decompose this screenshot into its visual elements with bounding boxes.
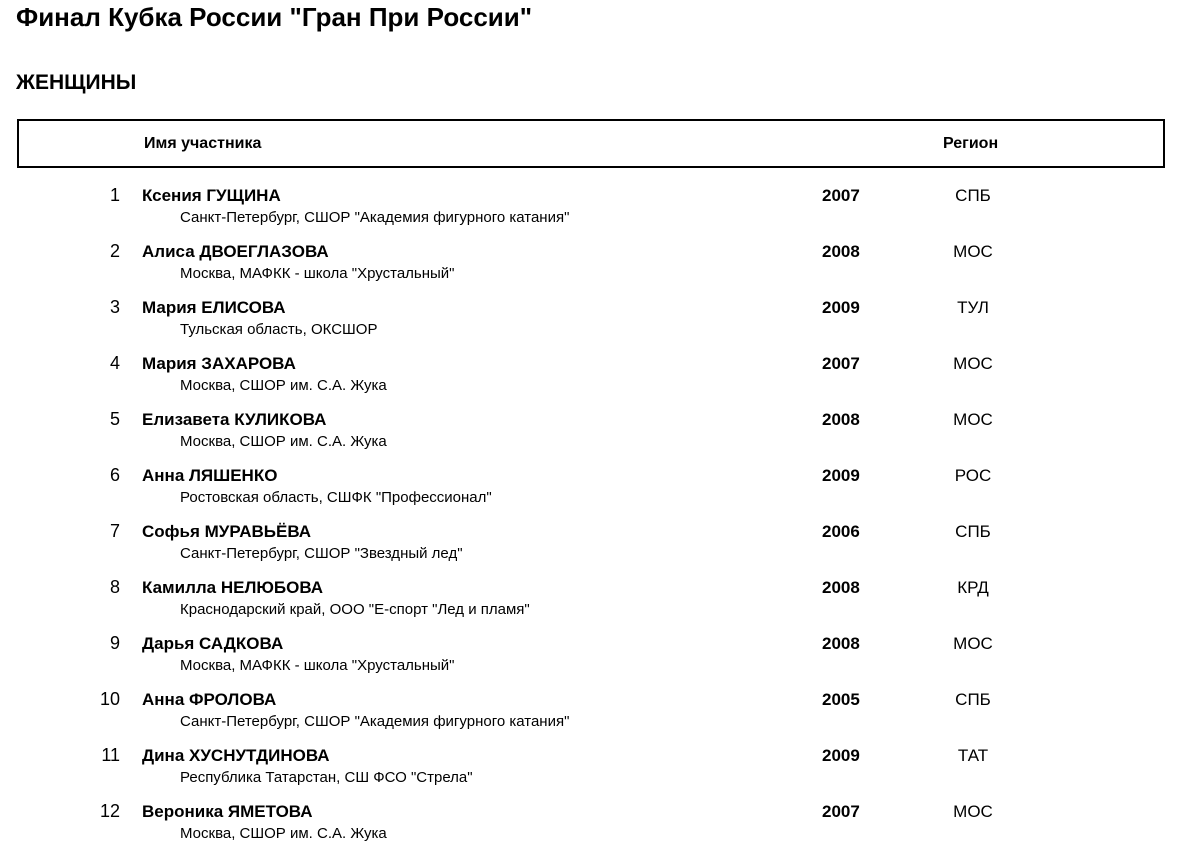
table-row: [0, 350, 1181, 406]
table-row: [0, 798, 1181, 854]
birth-year: 2006: [822, 522, 860, 541]
table-row: [0, 630, 1181, 686]
table-row: [0, 238, 1181, 294]
birth-year: 2009: [822, 298, 860, 317]
region-code: МОС: [953, 802, 993, 821]
athlete-club: Москва, СШОР им. С.А. Жука: [180, 433, 387, 450]
athlete-name: Анна ЛЯШЕНКО: [142, 466, 278, 485]
region-code: КРД: [957, 578, 989, 597]
rank: 6: [109, 465, 120, 485]
athlete-name: Ксения ГУЩИНА: [142, 186, 281, 205]
birth-year: 2007: [822, 802, 860, 821]
table-row: [0, 406, 1181, 462]
athlete-club: Москва, МАФКК - школа "Хрустальный": [180, 265, 455, 282]
rank: 8: [109, 577, 120, 597]
athlete-name: Камилла НЕЛЮБОВА: [142, 578, 324, 597]
birth-year: 2005: [822, 690, 860, 709]
column-header-name: Имя участника: [144, 135, 262, 152]
table-row: [0, 574, 1181, 630]
athlete-name: Елизавета КУЛИКОВА: [142, 410, 327, 429]
birth-year: 2008: [822, 634, 860, 653]
region-code: МОС: [953, 410, 993, 429]
athlete-name: Вероника ЯМЕТОВА: [142, 802, 313, 821]
table-row: [0, 686, 1181, 742]
birth-year: 2009: [822, 466, 860, 485]
rank: 7: [109, 521, 120, 541]
birth-year: 2007: [822, 186, 860, 205]
athlete-name: Алиса ДВОЕГЛАЗОВА: [142, 242, 329, 261]
region-code: МОС: [953, 634, 993, 653]
category-heading: ЖЕНЩИНЫ: [16, 71, 137, 94]
athlete-club: Тульская область, ОКСШОР: [180, 321, 378, 338]
athlete-name: Мария ЕЛИСОВА: [142, 298, 286, 317]
rank: 11: [101, 745, 120, 765]
table-row: [0, 742, 1181, 798]
athlete-name: Мария ЗАХАРОВА: [142, 354, 296, 373]
athlete-name: Софья МУРАВЬЁВА: [142, 522, 312, 541]
region-code: СПБ: [955, 186, 991, 205]
birth-year: 2008: [822, 242, 860, 261]
rank: 2: [109, 241, 120, 261]
page-title: Финал Кубка России "Гран При России": [16, 2, 533, 32]
rank: 1: [109, 185, 120, 205]
column-header-region: Регион: [943, 135, 999, 152]
region-code: СПБ: [955, 690, 991, 709]
rank: 9: [109, 633, 120, 653]
region-code: РОС: [954, 466, 992, 485]
athlete-club: Санкт-Петербург, СШОР "Академия фигурного катания": [180, 713, 570, 730]
rank: 3: [109, 297, 120, 317]
rank: 12: [99, 801, 120, 821]
table-row: [0, 518, 1181, 574]
table-row: [0, 182, 1181, 238]
athlete-club: Республика Татарстан, СШ ФСО "Стрела": [180, 769, 473, 786]
region-code: МОС: [953, 354, 993, 373]
birth-year: 2008: [822, 578, 860, 597]
table-row: [0, 294, 1181, 350]
region-code: СПБ: [955, 522, 991, 541]
athlete-list: [0, 182, 1181, 854]
athlete-club: Москва, СШОР им. С.А. Жука: [180, 825, 387, 842]
birth-year: 2007: [822, 354, 860, 373]
rank: 4: [109, 353, 120, 373]
table-row: [0, 462, 1181, 518]
athlete-club: Москва, СШОР им. С.А. Жука: [180, 377, 387, 394]
birth-year: 2009: [822, 746, 860, 765]
region-code: ТУЛ: [957, 298, 989, 317]
athlete-name: Дарья САДКОВА: [142, 634, 284, 653]
athlete-club: Москва, МАФКК - школа "Хрустальный": [180, 657, 455, 674]
rank: 10: [99, 689, 120, 709]
athlete-club: Санкт-Петербург, СШОР "Звездный лед": [180, 545, 463, 562]
region-code: ТАТ: [957, 746, 989, 765]
region-code: МОС: [953, 242, 993, 261]
athlete-club: Краснодарский край, ООО "Е-спорт "Лед и пламя": [180, 601, 530, 618]
athlete-name: Дина ХУСНУТДИНОВА: [142, 746, 330, 765]
athlete-club: Санкт-Петербург, СШОР "Академия фигурного катания": [180, 209, 570, 226]
table-header: [17, 119, 1165, 168]
athlete-club: Ростовская область, СШФК "Профессионал": [180, 489, 492, 506]
athlete-name: Анна ФРОЛОВА: [142, 690, 277, 709]
birth-year: 2008: [822, 410, 860, 429]
rank: 5: [109, 409, 120, 429]
